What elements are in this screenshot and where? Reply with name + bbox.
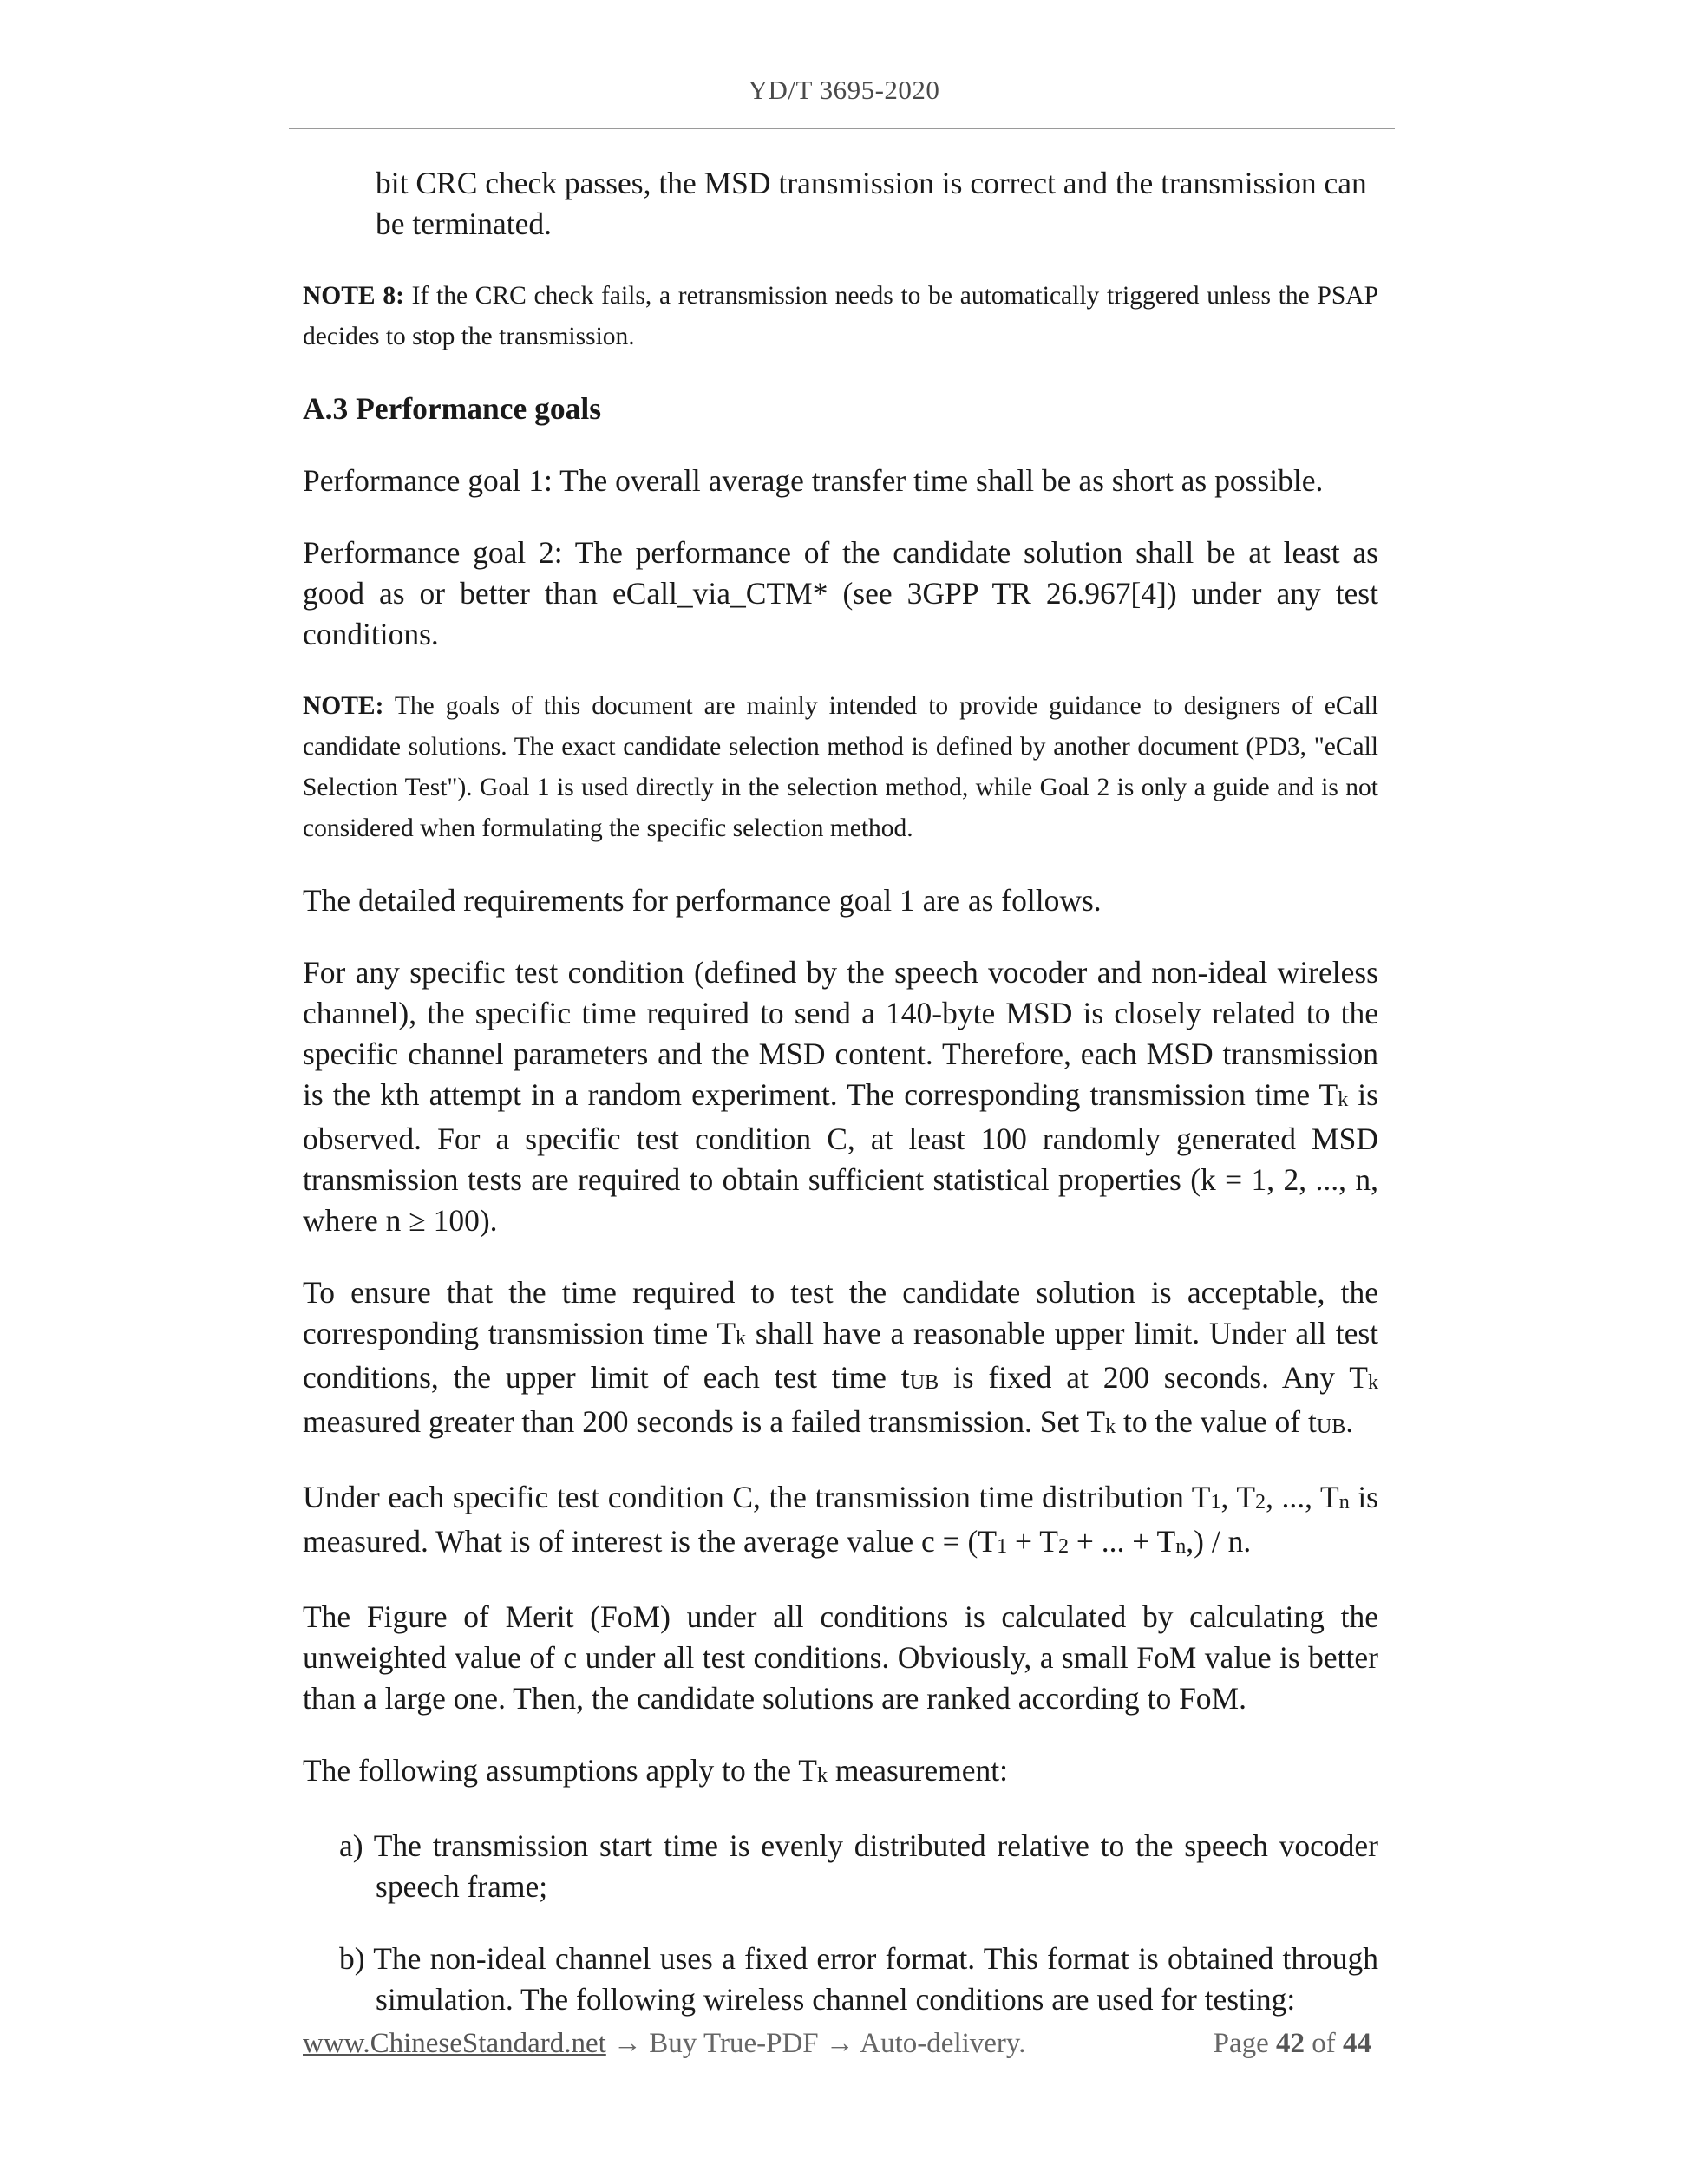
footer-left: [303, 2028, 1026, 2060]
page-footer: [303, 2028, 1371, 2060]
paragraph-upper-limit: To ensure that the time required to test the candidate solution is acceptable, the corresponding transmission time Tk shall have a reasonable upper limit. Under all test conditions, the upper limit of each test time tUB is fixed at 200 seconds. Any Tk measured greater than 200 seconds is a failed transmission. Set Tk to the value of tUB.: [303, 1275, 1378, 1439]
performance-goal-1: Performance goal 1: The overall average transfer time shall be as short as possible.: [303, 463, 1324, 498]
buy-text: Buy True-PDF: [642, 2028, 826, 2059]
page-content: [303, 163, 1378, 2020]
list-item-b: b) The non-ideal channel uses a fixed error format. This format is obtained through simulation. The following wireless channel conditions are used for testing:: [339, 1941, 1378, 2017]
paragraph-specific-condition: For any specific test condition (defined by the speech vocoder and non-ideal wireless channel), the specific time required to send a 140-byte MSD is closely related to the specific channel parameters and the MSD content. Therefore, each MSD transmission is the kth attempt in a random experiment. The corresponding transmission time Tk is observed. For a specific test condition C, at least 100 randomly generated MSD transmission tests are required to obtain sufficient statistical properties (k = 1, 2, ..., n, where n ≥ 100).: [303, 955, 1378, 1238]
arrow-icon: →: [825, 2028, 854, 2059]
note-8-text: If the CRC check fails, a retransmission needs to be automatically triggered unless the PSAP decides to stop the transmission.: [303, 282, 1378, 350]
list-item-a: a) The transmission start time is evenly distributed relative to the speech vocoder speech frame;: [339, 1828, 1378, 1904]
arrow-icon: →: [613, 2028, 643, 2059]
doc-id: YD/T 3695-2020: [748, 75, 940, 105]
paragraph-distribution: Under each specific test condition C, the transmission time distribution T1, T2, ..., Tn is measured. What is of interest is the average value c = (T1 + T2 + ... + Tn,) / n.: [303, 1480, 1379, 1559]
continued-paragraph: bit CRC check passes, the MSD transmission is correct and the transmission can be terminated.: [376, 166, 1367, 241]
section-heading: A.3 Performance goals: [303, 391, 602, 426]
paragraph-assumptions: The following assumptions apply to the Tk measurement:: [303, 1753, 1008, 1788]
delivery-text: Auto-delivery.: [854, 2028, 1026, 2059]
page-indicator: Page 42 of 44: [1213, 2028, 1371, 2059]
site-link[interactable]: www.ChineseStandard.net: [303, 2028, 606, 2059]
page-total: 44: [1343, 2028, 1371, 2059]
detailed-requirements: The detailed requirements for performance goal 1 are as follows.: [303, 883, 1102, 918]
note: [303, 686, 1378, 849]
note-label: NOTE:: [303, 692, 384, 720]
note-text: The goals of this document are mainly intended to provide guidance to designers of eCall candidate solutions. The exact candidate selection method is defined by another document (PD3, "eCall Selection Test"). Goal 1 is used directly in the selection method, while Goal 2 is only a guide and is not considered when formulating the specific selection method.: [303, 692, 1378, 842]
paragraph-fom: The Figure of Merit (FoM) under all conditions is calculated by calculating the unweighted value of c under all test conditions. Obviously, a small FoM value is better than a large one. Then, the candidate solutions are ranked according to FoM.: [303, 1599, 1378, 1716]
header-divider: [289, 128, 1395, 129]
document-header: [0, 75, 1688, 106]
performance-goal-2: Performance goal 2: The performance of the candidate solution shall be at least as good as or better than eCall_via_CTM* (see 3GPP TR 26.967[4]) under any test conditions.: [303, 535, 1378, 651]
note-8-label: NOTE 8:: [303, 282, 404, 310]
page-number: 42: [1276, 2028, 1305, 2059]
note-8: [303, 276, 1378, 357]
